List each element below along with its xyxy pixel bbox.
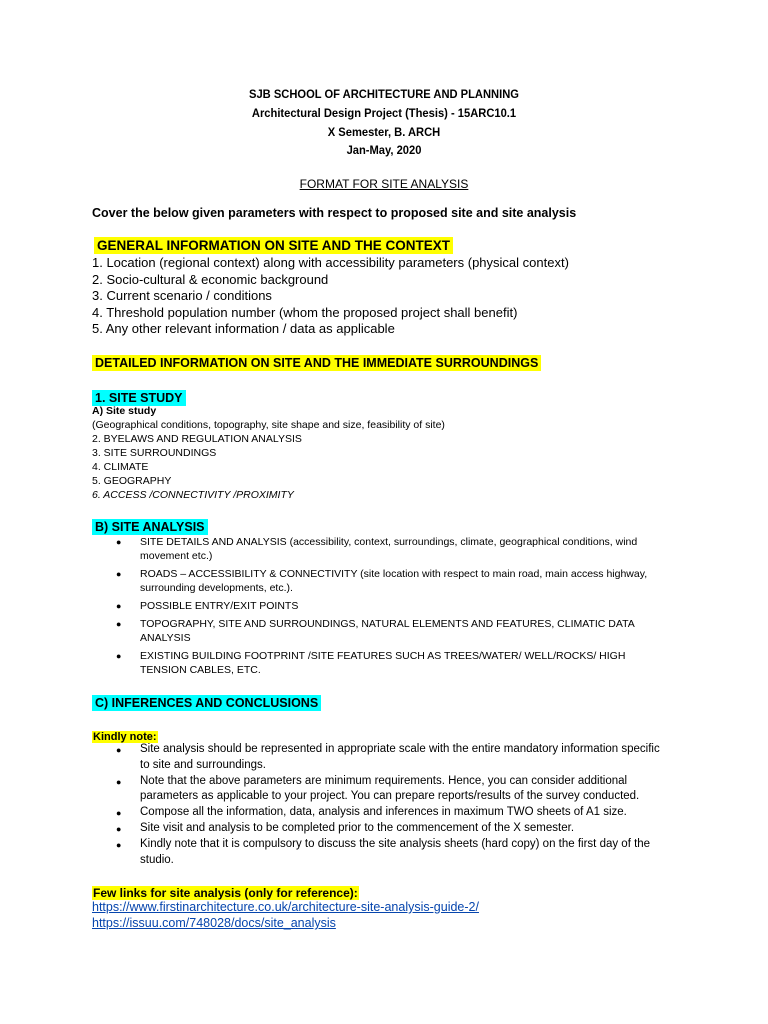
list-item: ● Note that the above parameters are minimum requirements. Hence, you can consider additional parameters as applicable to your project. You can prepare reports/results of the survey conducted. [116, 774, 640, 803]
bullet-icon: ● [116, 776, 122, 787]
detailed-heading: DETAILED INFORMATION ON SITE AND THE IMMEDIATE SURROUNDINGS [92, 355, 541, 371]
general-section [94, 237, 453, 255]
semester: X Semester, B. ARCH [327, 125, 441, 139]
general-item: 5. Any other relevant information / data as applicable [92, 321, 395, 337]
list-item: ● Site analysis should be represented in appropriate scale with the entire mandatory information specific to site and surroundings. [116, 743, 660, 771]
bullet-icon: ● [116, 619, 122, 629]
site-analysis-heading: B) SITE ANALYSIS [92, 519, 208, 535]
note-heading: Kindly note: [93, 731, 157, 743]
general-list [92, 255, 569, 338]
inferences-section [92, 694, 321, 712]
general-item: 4. Threshold population number (whom the proposed project shall benefit) [92, 304, 518, 320]
list-item: ● ROADS – ACCESSIBILITY & CONNECTIVITY (site location with respect to main road, main access highway, surrounding developments, etc.). [116, 568, 648, 594]
general-heading: GENERAL INFORMATION ON SITE AND THE CONTEXT [94, 237, 453, 254]
site-study-list [92, 404, 445, 502]
note-list [116, 742, 696, 868]
format-title: FORMAT FOR SITE ANALYSIS [299, 177, 469, 191]
site-study-heading: 1. SITE STUDY [92, 390, 186, 406]
list-item: ● SITE DETAILS AND ANALYSIS (accessibility, context, surroundings, climate, geographical conditions, wind movement etc.) [116, 536, 638, 562]
bullet-icon: ● [116, 808, 122, 819]
list-item: ● Kindly note that it is compulsory to discuss the site analysis sheets (hard copy) on the first day of the studio. [116, 837, 651, 866]
site-study-item: (Geographical conditions, topography, site shape and size, feasibility of site) [92, 419, 445, 431]
site-study-item: 2. BYELAWS AND REGULATION ANALYSIS [92, 433, 302, 445]
site-study-item: 3. SITE SURROUNDINGS [92, 447, 217, 459]
list-item: ● Compose all the information, data, analysis and inferences in maximum TWO sheets of A1 size. [116, 805, 696, 821]
term: Jan-May, 2020 [346, 143, 422, 157]
bullet-icon: ● [116, 569, 122, 579]
list-item: ● POSSIBLE ENTRY/EXIT POINTS [116, 600, 299, 612]
list-item: ● EXISTING BUILDING FOOTPRINT /SITE FEATURES SUCH AS TREES/WATER/ WELL/ROCKS/ HIGH TENSION CABLES, ETC. [116, 650, 626, 676]
link-first-in-architecture[interactable]: https://www.firstinarchitecture.co.uk/architecture-site-analysis-guide-2/ [92, 900, 479, 914]
bullet-icon: ● [116, 601, 122, 611]
school-name: SJB SCHOOL OF ARCHITECTURE AND PLANNING [249, 87, 519, 101]
detailed-section [92, 354, 541, 372]
list-item: ● Site visit and analysis to be completed prior to the commencement of the X semester. [116, 821, 696, 837]
site-study-item: 5. GEOGRAPHY [92, 475, 172, 487]
general-item: 2. Socio-cultural & economic background [92, 271, 329, 287]
bullet-icon: ● [116, 651, 122, 661]
list-item: ● TOPOGRAPHY, SITE AND SURROUNDINGS, NATURAL ELEMENTS AND FEATURES, CLIMATIC DATA ANALYSIS [116, 618, 635, 644]
bullet-icon: ● [116, 745, 122, 755]
general-item: 3. Current scenario / conditions [92, 288, 272, 304]
bullet-icon: ● [116, 839, 122, 850]
bullet-icon: ● [116, 823, 122, 834]
link-issuu[interactable]: https://issuu.com/748028/docs/site_analysis [92, 916, 336, 930]
links-heading: Few links for site analysis (only for reference): [93, 886, 358, 900]
site-study-sub: A) Site study [92, 405, 157, 417]
course-title: Architectural Design Project (Thesis) - 15ARC10.1 [251, 106, 517, 120]
site-study-item: 4. CLIMATE [92, 461, 149, 473]
site-study-item: 6. ACCESS /CONNECTIVITY /PROXIMITY [92, 489, 294, 501]
links-list [92, 899, 479, 931]
intro-text: Cover the below given parameters with respect to proposed site and site analysis [92, 206, 577, 220]
inferences-heading: C) INFERENCES AND CONCLUSIONS [92, 695, 321, 711]
site-analysis-list [116, 535, 676, 677]
site-analysis-section [92, 518, 208, 536]
general-item: 1. Location (regional context) along with accessibility parameters (physical context) [92, 255, 569, 270]
bullet-icon: ● [116, 537, 122, 547]
